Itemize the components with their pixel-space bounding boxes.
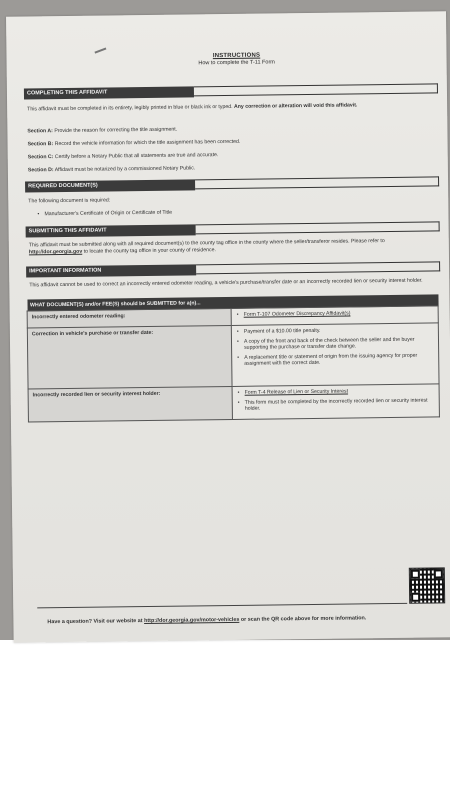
motor-vehicles-link[interactable]: http://dor.georgia.gov/motor-vehicles: [144, 616, 240, 625]
document-page: [6, 11, 450, 642]
footer-divider: [37, 603, 407, 609]
row-label: Incorrectly entered odometer reading:: [27, 308, 231, 327]
doc-title: INSTRUCTIONS: [212, 52, 261, 60]
required-item: • Manufacturer's Certificate of Origin or Certificate of Title: [36, 206, 436, 221]
table-row: [27, 323, 439, 389]
section-d-line: Section D: Affidavit must be notarized by a commissioned Notary Public.: [27, 165, 196, 174]
section-heading: REQUIRED DOCUMENT(S): [25, 179, 195, 192]
qr-code-icon[interactable]: [409, 567, 445, 603]
row-items: • Payment of a $10.00 title penalty. • A copy of the front and back of the check between the seller and the buyer supporting the purchase or transfer date change. • A replacement title or statement of origin from the issuing agency for proper assignment with the correct date.: [231, 323, 439, 387]
form-t4-link[interactable]: • Form T-4 Release of Lien or Security Interest: [237, 387, 435, 395]
row-items: • Form T-4 Release of Lien or Security Interest • This form must be completed by the incorrectly recorded lien or security interest holder.: [232, 384, 439, 420]
section-heading: COMPLETING THIS AFFIDAVIT: [24, 86, 194, 99]
required-intro: The following document is required:: [28, 197, 111, 205]
form-t107-link[interactable]: • Form T-107 Odometer Discrepancy Affidavit(s): [236, 309, 434, 317]
dor-link[interactable]: http://dor.georgia.gov: [28, 248, 83, 256]
section-c-line: Section C: Certify before a Notary Public that all statements are true and accurate.: [27, 152, 219, 161]
section-submitting: [26, 221, 440, 237]
section-b-line: Section B: Record the vehicle information for which the title assignment has been corrected.: [27, 138, 241, 148]
important-text: This affidavit cannot be used to correct an incorrectly entered odometer reading, a vehicle's purchase/transfer date or an incorrectly recorded lien or security interest holder.: [29, 277, 423, 289]
row-label: Correction in vehicle's purchase or transfer date:: [27, 325, 232, 388]
section-heading: SUBMITTING THIS AFFIDAVIT: [26, 224, 196, 237]
section-a-line: Section A: Provide the reason for correcting the title assignment.: [27, 126, 178, 135]
footer-text: Have a question? Visit our website at http://dor.georgia.gov/motor-vehicles or scan the QR code above for more information.: [47, 615, 367, 626]
section-heading: IMPORTANT INFORMATION: [26, 264, 196, 277]
row-label: Incorrectly recorded lien or security interest holder:: [28, 386, 232, 421]
table-row: [28, 384, 439, 422]
documents-table: [26, 294, 439, 422]
doc-subtitle: How to complete the T-11 Form: [198, 59, 275, 67]
section-completing: [24, 83, 438, 99]
submitting-text: This affidavit must be submitted along with all required document(s) to the county tag office in the county where the seller/transferor resides. Please refer to http://dor.georgia.gov to locate the county tag office in your county of residence.: [28, 238, 385, 256]
pen-mark: [94, 47, 106, 53]
table-heading: WHAT DOCUMENT(S) and/or FEE(S) should be SUBMITTED for a(n)...: [27, 294, 438, 311]
section-required: [25, 176, 439, 192]
completing-intro: This affidavit must be completed in its entirety, legibly printed in blue or black ink or typed. Any correction or alteration will void this affidavit.: [27, 102, 358, 113]
section-important: [26, 261, 440, 277]
